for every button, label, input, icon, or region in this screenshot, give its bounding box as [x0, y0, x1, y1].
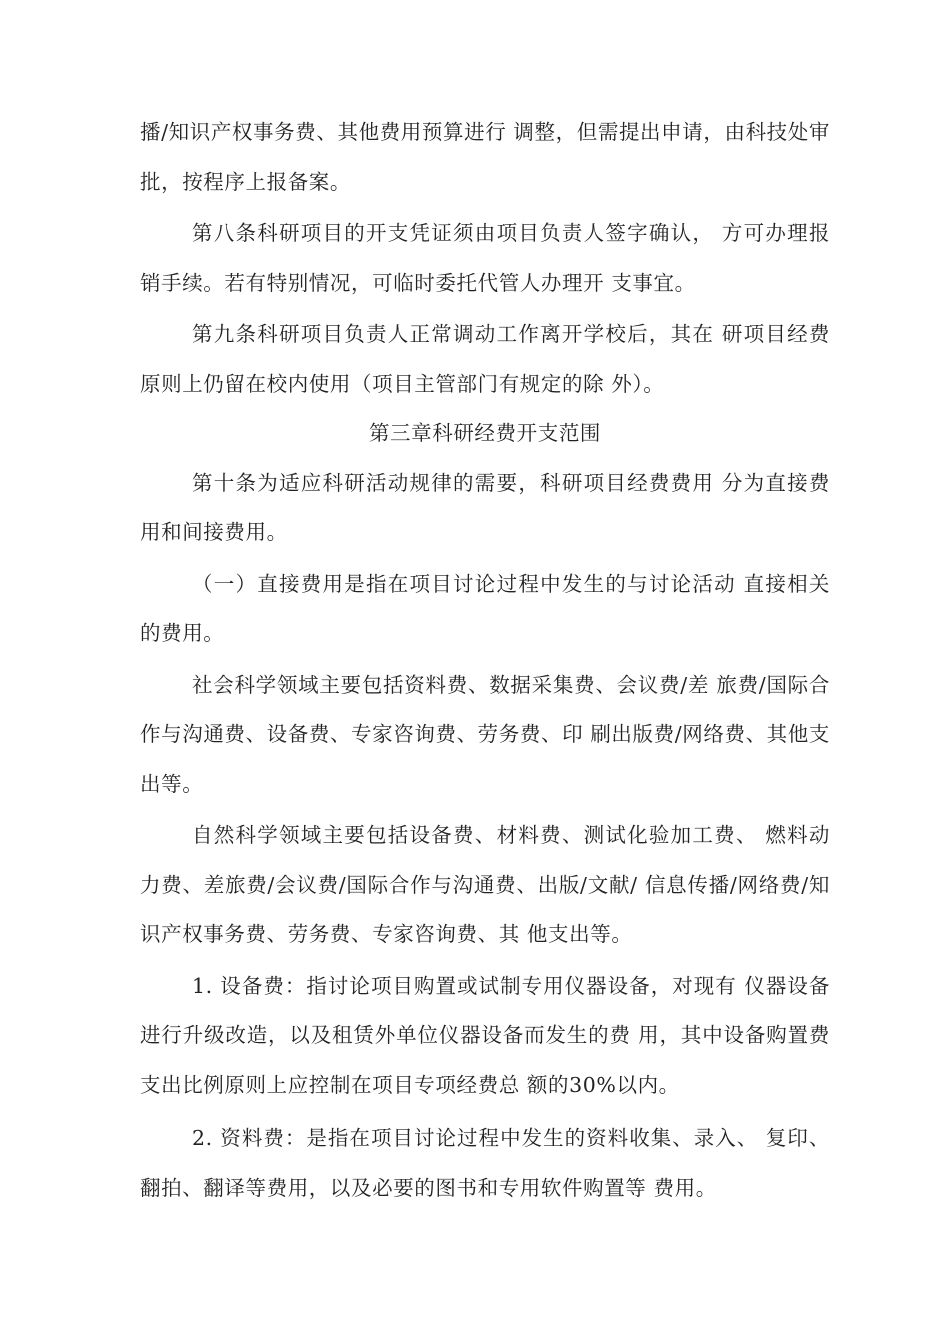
document-body [140, 108, 830, 1213]
paragraph-article-10: 第十条为适应科研活动规律的需要，科研项目经费费用 分为直接费用和间接费用。 [140, 470, 830, 544]
paragraph-social-science: 社会科学领域主要包括资料费、数据采集费、会议费/差 旅费/国际合作与沟通费、设备费、专家咨询费、劳务费、印 刷出版费/网络费、其他支出等。 [140, 672, 830, 796]
chapter-heading: 第三章科研经费开支范围 [368, 421, 602, 445]
paragraph-natural-science: 自然科学领域主要包括设备费、材料费、测试化验加工费、 燃料动力费、差旅费/会议费/国际合作与沟通费、出版/文献/ 信息传播/网络费/知识产权事务费、劳务费、专家咨询费、其 他支出等。 [140, 823, 830, 946]
paragraph-equipment-fee: 1. 设备费：指讨论项目购置或试制专用仪器设备，对现有 仪器设备进行升级改造，以及租赁外单位仪器设备而发生的费 用，其中设备购置费支出比例原则上应控制在项目专项经费总 额的30%以内。 [140, 973, 830, 1097]
paragraph-continuation: 播/知识产权事务费、其他费用预算进行 调整，但需提出申请，由科技处审批，按程序上报备案。 [140, 120, 830, 194]
paragraph-article-9: 第九条科研项目负责人正常调动工作离开学校后，其在 研项目经费原则上仍留在校内使用（项目主管部门有规定的除 外）。 [140, 322, 830, 396]
paragraph-material-fee: 2. 资料费：是指在项目讨论过程中发生的资料收集、录入、 复印、翻拍、翻译等费用，以及必要的图书和专用软件购置等 费用。 [140, 1126, 830, 1200]
paragraph-article-8: 第八条科研项目的开支凭证须由项目负责人签字确认， 方可办理报销手续。若有特别情况，可临时委托代管人办理开 支事宜。 [140, 221, 830, 295]
paragraph-direct-costs: （一）直接费用是指在项目讨论过程中发生的与讨论活动 直接相关的费用。 [140, 571, 830, 645]
